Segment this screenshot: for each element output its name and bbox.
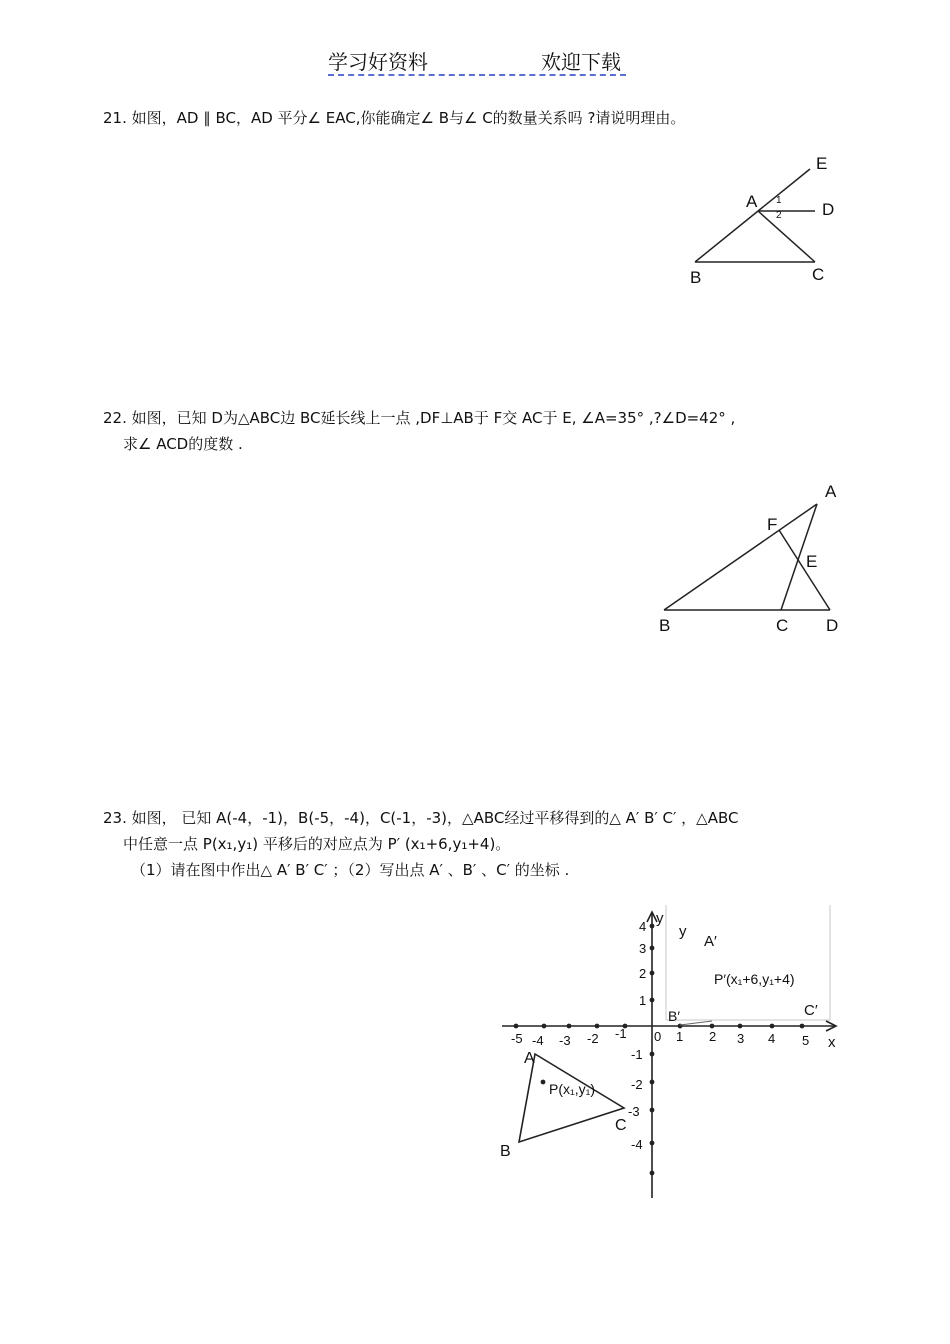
label-E: E <box>816 154 828 173</box>
question-22-line-2: 求∠ ACD的度数 . <box>123 435 243 453</box>
y-tick--4: -4 <box>631 1137 643 1152</box>
x-tick-4: 4 <box>768 1031 776 1046</box>
header-dashed-underline <box>328 74 626 76</box>
x-tick--5: -5 <box>511 1031 523 1046</box>
point-P-dot <box>541 1080 546 1085</box>
line-BE <box>695 169 810 262</box>
page-header <box>0 44 950 78</box>
line-BA <box>664 504 817 610</box>
angle-2-label: 2 <box>776 210 782 221</box>
question-23-line-3: （1）请在图中作出△ A′ B′ C′ ；（2）写出点 A′ 、B′ 、C′ 的坐标 . <box>131 861 570 879</box>
angle-1-label: 1 <box>776 195 782 206</box>
label-E: E <box>806 552 818 571</box>
label-C: C <box>615 1117 627 1134</box>
x-tick-2: 2 <box>709 1029 717 1044</box>
question-22 <box>103 405 735 457</box>
figure-22 <box>650 475 850 640</box>
x-tick--2: -2 <box>587 1031 599 1046</box>
x-tick-0: 0 <box>654 1029 662 1044</box>
label-B: B <box>659 616 671 635</box>
x-tick--1: -1 <box>615 1026 627 1041</box>
line-AC <box>758 211 815 262</box>
label-B-prime: B′ <box>668 1008 680 1024</box>
triangle-ABC <box>519 1054 624 1142</box>
question-23-line-1: 23. 如图， 已知 A(-4，-1)，B(-5，-4)，C(-1，-3)，△ABC经过平移得到的△ A′ B′ C′ ，△ABC <box>103 809 739 827</box>
y-tick-1: 1 <box>639 993 647 1008</box>
label-D: D <box>822 200 835 219</box>
y-tick--1: -1 <box>631 1047 643 1062</box>
x-tick--3: -3 <box>559 1033 571 1048</box>
label-P-prime: P′(x₁+6,y₁+4) <box>714 971 795 987</box>
y-axis-label: y <box>656 910 664 927</box>
y-tick-3: 3 <box>639 941 647 956</box>
figure-23-coordinate-grid <box>490 900 850 1205</box>
label-C: C <box>776 616 789 635</box>
label-B: B <box>500 1143 511 1160</box>
label-A-prime: A′ <box>704 933 717 950</box>
label-A: A <box>825 482 837 501</box>
question-23 <box>103 805 738 883</box>
figure-21 <box>660 145 860 295</box>
faint-segment-B-prime <box>680 1021 712 1025</box>
header-left-text: 学习好资料 <box>328 50 428 74</box>
label-P: P(x₁,y₁) <box>549 1081 595 1097</box>
label-C: C <box>812 265 825 284</box>
label-F: F <box>767 515 778 534</box>
y-tick-4: 4 <box>639 919 647 934</box>
y-tick--2: -2 <box>631 1077 643 1092</box>
x-tick-5: 5 <box>802 1033 810 1048</box>
label-C-prime: C′ <box>804 1002 818 1019</box>
label-A: A <box>524 1050 535 1067</box>
question-21-text: 21. 如图，AD ∥ BC，AD 平分∠ EAC,你能确定∠ B与∠ C的数量关系吗 ?请说明理由。 <box>103 109 686 127</box>
y-tick-2: 2 <box>639 966 647 981</box>
header-right-text: 欢迎下载 <box>541 50 621 74</box>
label-D: D <box>826 616 839 635</box>
question-23-line-2: 中任意一点 P(x₁,y₁) 平移后的对应点为 P′ (x₁+6,y₁+4)。 <box>123 835 511 853</box>
x-tick-3: 3 <box>737 1031 745 1046</box>
y-axis-label-duplicate: y <box>679 923 687 940</box>
label-B: B <box>690 268 702 287</box>
x-tick-1: 1 <box>676 1029 684 1044</box>
x-tick--4: -4 <box>532 1033 544 1048</box>
label-A: A <box>746 192 758 211</box>
x-axis-label: x <box>828 1034 836 1051</box>
question-21 <box>103 105 685 131</box>
question-22-line-1: 22. 如图，已知 D为△ABC边 BC延长线上一点 ,DF⊥AB于 F交 AC于 E, ∠A=35° ,?∠D=42° , <box>103 409 736 427</box>
y-tick--3: -3 <box>628 1104 640 1119</box>
